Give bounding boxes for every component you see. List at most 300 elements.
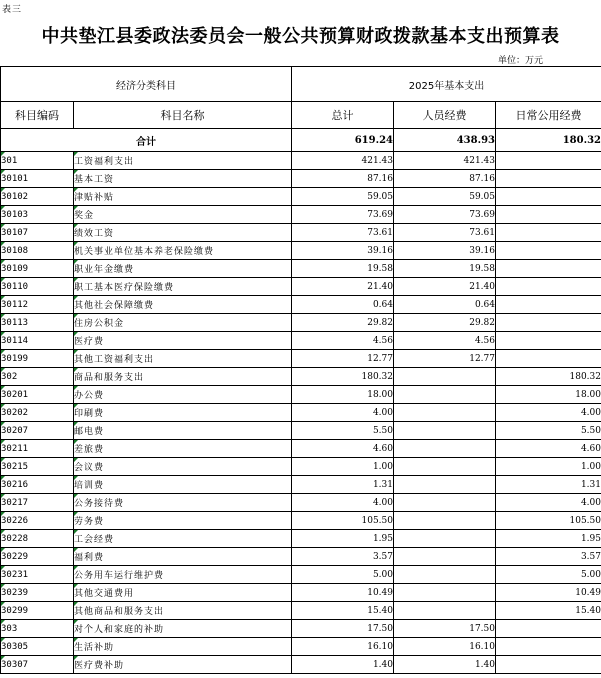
cell-marker-icon bbox=[74, 314, 78, 318]
table-row[interactable] bbox=[1, 566, 601, 584]
cell-marker-icon bbox=[74, 260, 78, 264]
row-personnel[interactable] bbox=[394, 422, 496, 440]
cell-marker-icon bbox=[1, 440, 5, 444]
row-personnel[interactable] bbox=[394, 530, 496, 548]
cell-marker-icon bbox=[74, 566, 78, 570]
row-daily[interactable]: 4.60 bbox=[496, 440, 601, 458]
row-name-text: 其他商品和服务支出 bbox=[74, 607, 165, 617]
row-daily[interactable] bbox=[496, 656, 601, 674]
cell-marker-icon bbox=[1, 494, 5, 498]
row-personnel[interactable]: 87.16 bbox=[394, 170, 496, 188]
row-daily[interactable] bbox=[496, 242, 601, 260]
header-name: 科目名称 bbox=[74, 102, 292, 129]
header-row-columns bbox=[1, 102, 601, 129]
row-name[interactable] bbox=[74, 296, 292, 314]
row-daily[interactable] bbox=[496, 332, 601, 350]
row-daily[interactable]: 1.95 bbox=[496, 530, 601, 548]
cell-marker-icon bbox=[74, 458, 78, 462]
row-code-text: 30299 bbox=[1, 605, 29, 616]
cell-marker-icon bbox=[74, 224, 78, 228]
row-personnel[interactable]: 17.50 bbox=[394, 620, 496, 638]
cell-marker-icon bbox=[74, 530, 78, 534]
table-row[interactable] bbox=[1, 314, 601, 332]
row-personnel[interactable]: 12.77 bbox=[394, 350, 496, 368]
table-row[interactable] bbox=[1, 620, 601, 638]
row-total[interactable]: 1.40 bbox=[292, 656, 394, 674]
row-total[interactable]: 421.43 bbox=[292, 152, 394, 170]
table-row[interactable] bbox=[1, 422, 601, 440]
row-personnel[interactable]: 59.05 bbox=[394, 188, 496, 206]
cell-marker-icon bbox=[1, 638, 5, 642]
row-code-text: 30215 bbox=[1, 461, 29, 472]
row-code[interactable] bbox=[1, 206, 74, 224]
row-name-text: 基本工资 bbox=[74, 175, 115, 185]
table-row[interactable] bbox=[1, 368, 601, 386]
row-name-text: 其他社会保障缴费 bbox=[74, 301, 155, 311]
row-personnel[interactable] bbox=[394, 458, 496, 476]
table-row[interactable] bbox=[1, 512, 601, 530]
row-code[interactable] bbox=[1, 188, 74, 206]
row-name-text: 职业年金缴费 bbox=[74, 265, 135, 275]
row-name[interactable] bbox=[74, 386, 292, 404]
table-row[interactable] bbox=[1, 458, 601, 476]
row-total[interactable]: 87.16 bbox=[292, 170, 394, 188]
unit-label: 单位：万元 bbox=[497, 56, 543, 66]
row-personnel[interactable] bbox=[394, 566, 496, 584]
row-daily[interactable]: 180.32 bbox=[496, 368, 601, 386]
row-daily[interactable]: 5.50 bbox=[496, 422, 601, 440]
row-code[interactable] bbox=[1, 224, 74, 242]
row-code[interactable] bbox=[1, 260, 74, 278]
row-code[interactable] bbox=[1, 476, 74, 494]
cell-marker-icon bbox=[74, 404, 78, 408]
row-daily[interactable]: 4.00 bbox=[496, 494, 601, 512]
cell-marker-icon bbox=[1, 458, 5, 462]
row-code[interactable] bbox=[1, 386, 74, 404]
row-code[interactable] bbox=[1, 440, 74, 458]
row-name-text: 差旅费 bbox=[74, 445, 105, 455]
table-row[interactable] bbox=[1, 224, 601, 242]
cell-marker-icon bbox=[74, 332, 78, 336]
row-code[interactable] bbox=[1, 548, 74, 566]
row-code-text: 30201 bbox=[1, 389, 29, 400]
row-total[interactable]: 15.40 bbox=[292, 602, 394, 620]
row-code-text: 30211 bbox=[1, 443, 29, 454]
table-row[interactable] bbox=[1, 188, 601, 206]
row-name-text: 商品和服务支出 bbox=[74, 373, 145, 383]
cell-marker-icon bbox=[74, 278, 78, 282]
cell-marker-icon bbox=[1, 152, 5, 156]
row-daily[interactable] bbox=[496, 314, 601, 332]
row-code-text: 303 bbox=[1, 623, 18, 634]
row-total[interactable]: 4.56 bbox=[292, 332, 394, 350]
row-personnel[interactable] bbox=[394, 548, 496, 566]
row-total[interactable]: 105.50 bbox=[292, 512, 394, 530]
row-personnel[interactable]: 0.64 bbox=[394, 296, 496, 314]
row-name[interactable] bbox=[74, 602, 292, 620]
row-name-text: 其他工资福利支出 bbox=[74, 355, 155, 365]
row-code[interactable] bbox=[1, 350, 74, 368]
row-code-text: 30207 bbox=[1, 425, 29, 436]
header-personnel: 人员经费 bbox=[394, 102, 496, 129]
row-total[interactable]: 21.40 bbox=[292, 278, 394, 296]
row-personnel[interactable] bbox=[394, 386, 496, 404]
row-name-text: 医疗费补助 bbox=[74, 661, 125, 671]
row-code-text: 30239 bbox=[1, 587, 29, 598]
row-daily[interactable] bbox=[496, 638, 601, 656]
row-name[interactable] bbox=[74, 368, 292, 386]
cell-marker-icon bbox=[74, 170, 78, 174]
row-name-text: 办公费 bbox=[74, 391, 105, 401]
row-personnel[interactable]: 4.56 bbox=[394, 332, 496, 350]
cell-marker-icon bbox=[74, 350, 78, 354]
row-total[interactable]: 4.60 bbox=[292, 440, 394, 458]
row-code[interactable] bbox=[1, 512, 74, 530]
row-code-text: 30108 bbox=[1, 245, 29, 256]
row-name[interactable] bbox=[74, 458, 292, 476]
cell-marker-icon bbox=[1, 188, 5, 192]
row-daily[interactable]: 15.40 bbox=[496, 602, 601, 620]
row-name[interactable] bbox=[74, 638, 292, 656]
table-row[interactable] bbox=[1, 278, 601, 296]
cell-marker-icon bbox=[74, 602, 78, 606]
row-daily[interactable]: 18.00 bbox=[496, 386, 601, 404]
cell-marker-icon bbox=[74, 620, 78, 624]
cell-marker-icon bbox=[1, 368, 5, 372]
table-row[interactable] bbox=[1, 152, 601, 170]
row-daily[interactable]: 1.31 bbox=[496, 476, 601, 494]
row-code[interactable] bbox=[1, 170, 74, 188]
row-name-text: 职工基本医疗保险缴费 bbox=[74, 283, 175, 293]
row-code-text: 30199 bbox=[1, 353, 29, 364]
row-code[interactable] bbox=[1, 620, 74, 638]
table-row[interactable] bbox=[1, 350, 601, 368]
cell-marker-icon bbox=[74, 206, 78, 210]
row-name[interactable] bbox=[74, 152, 292, 170]
row-code[interactable] bbox=[1, 584, 74, 602]
row-name-text: 住房公积金 bbox=[74, 319, 125, 329]
row-personnel[interactable]: 1.40 bbox=[394, 656, 496, 674]
row-daily[interactable]: 10.49 bbox=[496, 584, 601, 602]
cell-marker-icon bbox=[1, 566, 5, 570]
cell-marker-icon bbox=[1, 620, 5, 624]
row-name-text: 对个人和家庭的补助 bbox=[74, 625, 165, 635]
row-name-text: 医疗费 bbox=[74, 337, 105, 347]
row-total[interactable]: 3.57 bbox=[292, 548, 394, 566]
row-name[interactable] bbox=[74, 548, 292, 566]
row-personnel[interactable] bbox=[394, 494, 496, 512]
row-code-text: 30202 bbox=[1, 407, 29, 418]
table-row[interactable] bbox=[1, 476, 601, 494]
row-total[interactable]: 19.58 bbox=[292, 260, 394, 278]
row-name-text: 培训费 bbox=[74, 481, 105, 491]
row-personnel[interactable]: 21.40 bbox=[394, 278, 496, 296]
table-row[interactable] bbox=[1, 260, 601, 278]
row-name[interactable] bbox=[74, 476, 292, 494]
row-code[interactable] bbox=[1, 404, 74, 422]
cell-marker-icon bbox=[1, 332, 5, 336]
row-name-text: 生活补助 bbox=[74, 643, 115, 653]
table-body bbox=[1, 152, 601, 674]
cell-marker-icon bbox=[74, 368, 78, 372]
row-name[interactable] bbox=[74, 404, 292, 422]
row-code[interactable] bbox=[1, 458, 74, 476]
row-name-text: 印刷费 bbox=[74, 409, 105, 419]
row-code[interactable] bbox=[1, 242, 74, 260]
row-name-text: 其他交通费用 bbox=[74, 589, 135, 599]
header-row-group bbox=[1, 67, 601, 102]
row-code-text: 30110 bbox=[1, 281, 29, 292]
cell-marker-icon bbox=[74, 296, 78, 300]
row-total[interactable]: 180.32 bbox=[292, 368, 394, 386]
row-name[interactable] bbox=[74, 206, 292, 224]
sheet-label: 表三 bbox=[2, 5, 23, 15]
cell-marker-icon bbox=[1, 404, 5, 408]
row-code[interactable] bbox=[1, 494, 74, 512]
cell-marker-icon bbox=[1, 206, 5, 210]
cell-marker-icon bbox=[1, 422, 5, 426]
row-name-text: 福利费 bbox=[74, 553, 105, 563]
table-row[interactable] bbox=[1, 584, 601, 602]
row-code-text: 30107 bbox=[1, 227, 29, 238]
row-code[interactable] bbox=[1, 368, 74, 386]
row-name-text: 工资福利支出 bbox=[74, 157, 135, 167]
cell-marker-icon bbox=[74, 548, 78, 552]
row-code-text: 30216 bbox=[1, 479, 29, 490]
row-name-text: 公务接待费 bbox=[74, 499, 125, 509]
row-personnel[interactable] bbox=[394, 368, 496, 386]
cell-marker-icon bbox=[74, 188, 78, 192]
row-daily[interactable] bbox=[496, 296, 601, 314]
row-total[interactable]: 10.49 bbox=[292, 584, 394, 602]
row-personnel[interactable] bbox=[394, 602, 496, 620]
row-personnel[interactable]: 16.10 bbox=[394, 638, 496, 656]
cell-marker-icon bbox=[74, 494, 78, 498]
total-row bbox=[1, 129, 601, 152]
cell-marker-icon bbox=[1, 548, 5, 552]
row-code-text: 30114 bbox=[1, 335, 29, 346]
row-total[interactable]: 18.00 bbox=[292, 386, 394, 404]
table-row[interactable] bbox=[1, 638, 601, 656]
row-personnel[interactable] bbox=[394, 440, 496, 458]
row-personnel[interactable] bbox=[394, 512, 496, 530]
row-total[interactable]: 5.50 bbox=[292, 422, 394, 440]
table-row[interactable] bbox=[1, 206, 601, 224]
row-name[interactable] bbox=[74, 566, 292, 584]
row-name[interactable] bbox=[74, 584, 292, 602]
row-personnel[interactable]: 73.69 bbox=[394, 206, 496, 224]
row-code[interactable] bbox=[1, 530, 74, 548]
row-daily[interactable] bbox=[496, 188, 601, 206]
row-name-text: 绩效工资 bbox=[74, 229, 115, 239]
row-name[interactable] bbox=[74, 188, 292, 206]
row-total[interactable]: 16.10 bbox=[292, 638, 394, 656]
row-personnel[interactable] bbox=[394, 584, 496, 602]
row-total[interactable]: 5.00 bbox=[292, 566, 394, 584]
cell-marker-icon bbox=[1, 476, 5, 480]
row-code[interactable] bbox=[1, 314, 74, 332]
row-personnel[interactable]: 421.43 bbox=[394, 152, 496, 170]
row-total[interactable]: 4.00 bbox=[292, 404, 394, 422]
row-personnel[interactable]: 73.61 bbox=[394, 224, 496, 242]
table-row[interactable] bbox=[1, 656, 601, 674]
row-code-text: 30102 bbox=[1, 191, 29, 202]
row-daily[interactable]: 4.00 bbox=[496, 404, 601, 422]
table-row[interactable] bbox=[1, 404, 601, 422]
cell-marker-icon bbox=[74, 476, 78, 480]
row-daily[interactable] bbox=[496, 350, 601, 368]
row-daily[interactable] bbox=[496, 152, 601, 170]
row-total[interactable]: 1.95 bbox=[292, 530, 394, 548]
cell-marker-icon bbox=[74, 422, 78, 426]
cell-marker-icon bbox=[74, 638, 78, 642]
table-row[interactable] bbox=[1, 170, 601, 188]
row-daily[interactable]: 3.57 bbox=[496, 548, 601, 566]
row-total[interactable]: 4.00 bbox=[292, 494, 394, 512]
row-total[interactable]: 1.31 bbox=[292, 476, 394, 494]
cell-marker-icon bbox=[1, 170, 5, 174]
cell-marker-icon bbox=[74, 440, 78, 444]
cell-marker-icon bbox=[1, 314, 5, 318]
row-name[interactable] bbox=[74, 314, 292, 332]
row-daily[interactable]: 5.00 bbox=[496, 566, 601, 584]
row-daily[interactable] bbox=[496, 278, 601, 296]
row-personnel[interactable]: 39.16 bbox=[394, 242, 496, 260]
row-code-text: 302 bbox=[1, 371, 18, 382]
row-name[interactable] bbox=[74, 242, 292, 260]
row-name-text: 津贴补贴 bbox=[74, 193, 115, 203]
cell-marker-icon bbox=[74, 512, 78, 516]
row-name[interactable] bbox=[74, 620, 292, 638]
cell-marker-icon bbox=[74, 656, 78, 660]
row-name[interactable] bbox=[74, 350, 292, 368]
row-daily[interactable] bbox=[496, 170, 601, 188]
row-name-text: 奖金 bbox=[74, 211, 95, 221]
row-code[interactable] bbox=[1, 152, 74, 170]
cell-marker-icon bbox=[1, 350, 5, 354]
row-total[interactable]: 59.05 bbox=[292, 188, 394, 206]
row-total[interactable]: 0.64 bbox=[292, 296, 394, 314]
row-personnel[interactable]: 29.82 bbox=[394, 314, 496, 332]
row-name[interactable] bbox=[74, 224, 292, 242]
row-total[interactable]: 39.16 bbox=[292, 242, 394, 260]
row-name[interactable] bbox=[74, 332, 292, 350]
row-total[interactable]: 1.00 bbox=[292, 458, 394, 476]
row-daily[interactable] bbox=[496, 620, 601, 638]
row-code-text: 30113 bbox=[1, 317, 29, 328]
row-daily[interactable]: 105.50 bbox=[496, 512, 601, 530]
header-budget-year: 2025年基本支出 bbox=[292, 67, 601, 102]
table-row[interactable] bbox=[1, 602, 601, 620]
row-personnel[interactable] bbox=[394, 476, 496, 494]
total-daily: 180.32 bbox=[496, 129, 601, 152]
row-code[interactable] bbox=[1, 296, 74, 314]
row-name[interactable] bbox=[74, 656, 292, 674]
row-name-text: 机关事业单位基本养老保险缴费 bbox=[74, 247, 215, 257]
row-name[interactable] bbox=[74, 170, 292, 188]
total-personnel: 438.93 bbox=[394, 129, 496, 152]
row-name-text: 工会经费 bbox=[74, 535, 115, 545]
table-row[interactable] bbox=[1, 386, 601, 404]
cell-marker-icon bbox=[1, 242, 5, 246]
row-personnel[interactable] bbox=[394, 404, 496, 422]
row-code-text: 301 bbox=[1, 155, 18, 166]
header-econ-class: 经济分类科目 bbox=[1, 67, 292, 102]
cell-marker-icon bbox=[74, 242, 78, 246]
row-total[interactable]: 17.50 bbox=[292, 620, 394, 638]
row-total[interactable]: 73.69 bbox=[292, 206, 394, 224]
row-code[interactable] bbox=[1, 638, 74, 656]
cell-marker-icon bbox=[74, 386, 78, 390]
row-code-text: 30228 bbox=[1, 533, 29, 544]
header-total: 总计 bbox=[292, 102, 394, 129]
row-name[interactable] bbox=[74, 494, 292, 512]
cell-marker-icon bbox=[74, 584, 78, 588]
row-code[interactable] bbox=[1, 566, 74, 584]
row-code[interactable] bbox=[1, 602, 74, 620]
row-name-text: 劳务费 bbox=[74, 517, 105, 527]
row-code-text: 30103 bbox=[1, 209, 29, 220]
row-daily[interactable] bbox=[496, 260, 601, 278]
table-row[interactable] bbox=[1, 440, 601, 458]
page-title: 中共垫江县委政法委员会一般公共预算财政拨款基本支出预算表 bbox=[41, 26, 560, 47]
row-code-text: 30305 bbox=[1, 641, 29, 652]
cell-marker-icon bbox=[1, 386, 5, 390]
cell-marker-icon bbox=[1, 296, 5, 300]
budget-table bbox=[0, 66, 601, 674]
row-name-text: 公务用车运行维护费 bbox=[74, 571, 165, 581]
table-row[interactable] bbox=[1, 242, 601, 260]
header-code: 科目编码 bbox=[1, 102, 74, 129]
row-name-text: 会议费 bbox=[74, 463, 105, 473]
row-daily[interactable] bbox=[496, 224, 601, 242]
row-daily[interactable]: 1.00 bbox=[496, 458, 601, 476]
row-code-text: 30307 bbox=[1, 659, 29, 670]
table-row[interactable] bbox=[1, 530, 601, 548]
cell-marker-icon bbox=[1, 602, 5, 606]
row-name[interactable] bbox=[74, 278, 292, 296]
row-code-text: 30226 bbox=[1, 515, 29, 526]
row-code-text: 30231 bbox=[1, 569, 29, 580]
row-code[interactable] bbox=[1, 422, 74, 440]
row-name[interactable] bbox=[74, 530, 292, 548]
cell-marker-icon bbox=[1, 530, 5, 534]
row-name[interactable] bbox=[74, 512, 292, 530]
total-total: 619.24 bbox=[292, 129, 394, 152]
cell-marker-icon bbox=[1, 656, 5, 660]
row-code[interactable] bbox=[1, 332, 74, 350]
row-personnel[interactable]: 19.58 bbox=[394, 260, 496, 278]
row-name[interactable] bbox=[74, 260, 292, 278]
row-code[interactable] bbox=[1, 656, 74, 674]
row-code-text: 30229 bbox=[1, 551, 29, 562]
row-name[interactable] bbox=[74, 422, 292, 440]
table-row[interactable] bbox=[1, 332, 601, 350]
table-row[interactable] bbox=[1, 548, 601, 566]
cell-marker-icon bbox=[1, 260, 5, 264]
table-row[interactable] bbox=[1, 494, 601, 512]
row-name[interactable] bbox=[74, 440, 292, 458]
row-total[interactable]: 12.77 bbox=[292, 350, 394, 368]
total-label: 合计 bbox=[1, 129, 292, 152]
row-code[interactable] bbox=[1, 278, 74, 296]
row-total[interactable]: 73.61 bbox=[292, 224, 394, 242]
row-code-text: 30217 bbox=[1, 497, 29, 508]
table-row[interactable] bbox=[1, 296, 601, 314]
row-daily[interactable] bbox=[496, 206, 601, 224]
cell-marker-icon bbox=[1, 512, 5, 516]
row-total[interactable]: 29.82 bbox=[292, 314, 394, 332]
